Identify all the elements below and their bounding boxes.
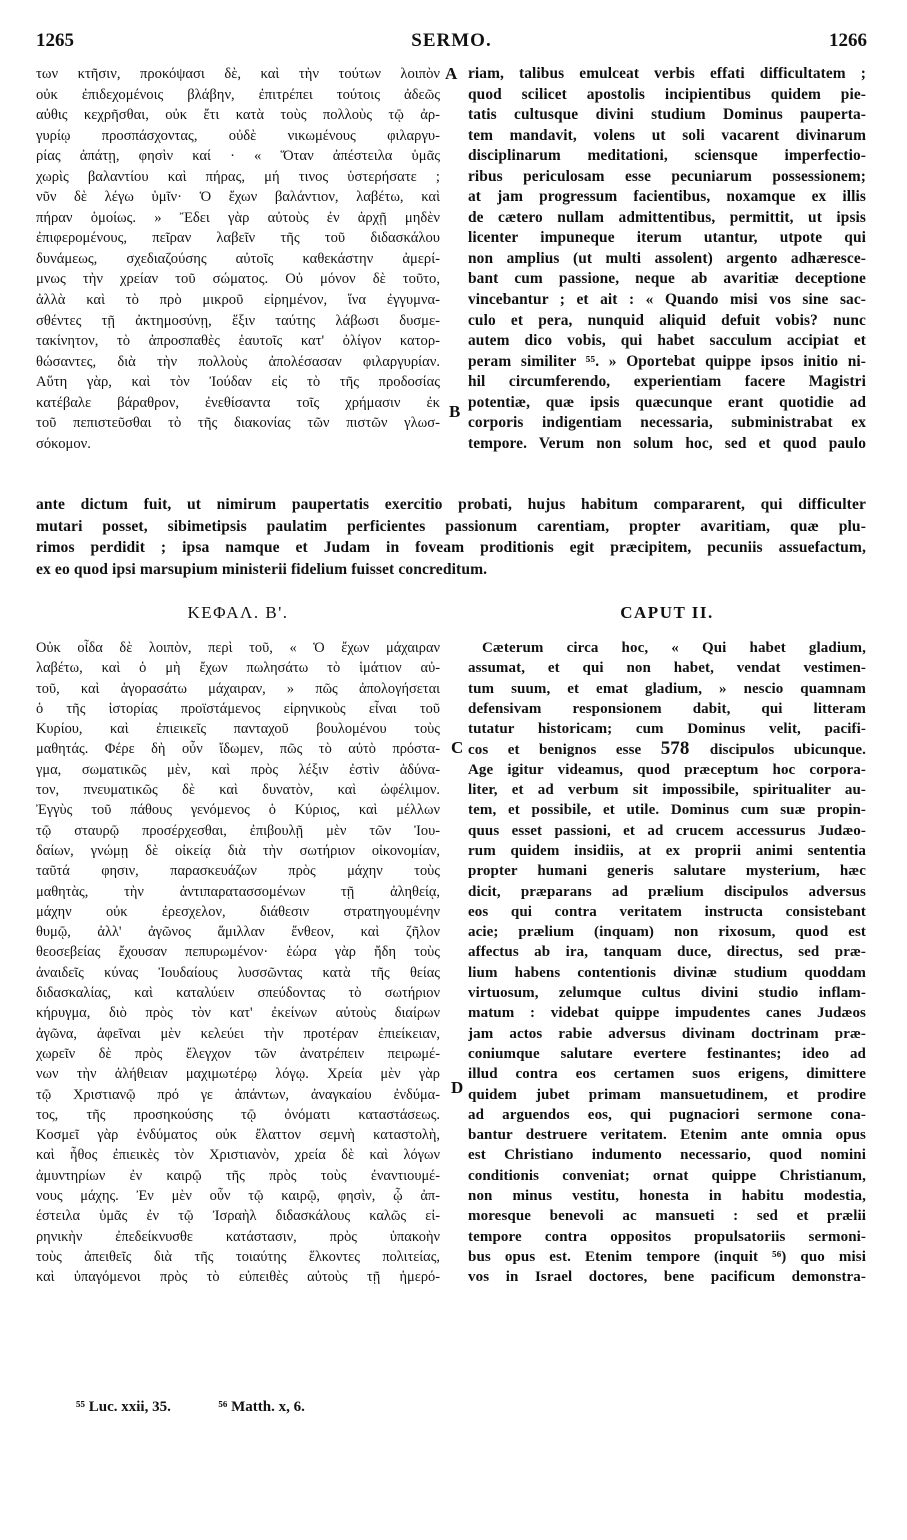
greek-column-top bbox=[36, 64, 440, 454]
text-line: vos in Israel doctores, bene pacificum demonstra- bbox=[468, 1269, 866, 1286]
text-line: conditionis conveniat; ornat quippe Christianum, bbox=[468, 1167, 866, 1184]
text-line: κατέβαλε βάραθρον, ἐνεθίσαντα τοῖς χρήμασιν ἐκ bbox=[36, 394, 440, 411]
right-page-number: 1266 bbox=[829, 30, 867, 51]
text-line: ρίας ἀπάτῃ, φησὶν καί · « Ὅταν ἀπέστειλα ὑμᾶς bbox=[36, 148, 440, 165]
text-line: μαθητὰς, τὴν ἀντιπαρατασσομένων τῇ ἀληθείᾳ, bbox=[36, 883, 440, 900]
text-line: acie; prælium (inquam) non rixosum, quod est bbox=[468, 924, 866, 941]
text-line: virtuosum, zelumque cultus divini studio inflam- bbox=[468, 985, 866, 1002]
text-line: χωρεῖν δὲ πρὸς ἔλεγχον τῶν ἀνατρέπειν πειρωμέ- bbox=[36, 1045, 440, 1062]
text-line bbox=[468, 739, 866, 759]
latin-column-bottom bbox=[468, 638, 866, 1288]
text-line: καὶ ἦθος ἐπιεικὲς τὸν Χριστιανὸν, χρεία δὲ καὶ λόγων bbox=[36, 1147, 440, 1164]
text-line: riam, talibus emulceat verbis effati difficultatem ; bbox=[468, 65, 866, 82]
text-line: τῷ Χριστιανῷ πρό γε ἁπάντων, ἀναγκαίου ἐνδύμα- bbox=[36, 1086, 440, 1103]
text-line: οὐκ ἐπιδεχομένοις βλάβην, ἐπιτρέπει τούτοις ἀδεῶς bbox=[36, 86, 440, 103]
text-line-part: discipulos ubicunque. bbox=[709, 742, 866, 759]
text-line: καὶ ὑπαγόμενοι πρὸς τὸ εὐπειθὲς αὐτοὺς τῇ ἡμερό- bbox=[36, 1269, 440, 1286]
text-line: potentiæ, quæ ipsis quæcunque erant quotidie ad bbox=[468, 393, 866, 411]
text-line: Ἐγγὺς τοῦ πάθους γενόμενος ὁ Κύριος, καὶ μέλλων bbox=[36, 802, 440, 819]
text-line: ὁ τῆς ἱστορίας προϊστάμενος εἰρηνικοὺς εἶναι τοῦ bbox=[36, 700, 440, 717]
text-line: διδασκαλίας, καὶ καταλύειν σπεύδοντας τὸ σωτήριον bbox=[36, 985, 440, 1002]
text-line: ἀλλὰ καὶ τὸ πρὸ μικροῦ εἰρημένον, ἵνα ἐγγυμνα- bbox=[36, 292, 440, 309]
text-line: των κτῆσιν, προκόψασι δὲ, καὶ τὴν τούτων λοιπὸν bbox=[36, 66, 440, 82]
text-line: Κοσμεῖ γὰρ ἐνδύματος οὐκ ἔλαττον σεμνὴ καταστολὴ, bbox=[36, 1127, 440, 1144]
text-line: moresque benevoli ac mansueti : sed et prælii bbox=[468, 1208, 866, 1225]
text-line: τος, τῆς προσηκούσης τῷ ὀνόματι καταστάσεως. bbox=[36, 1106, 440, 1123]
text-line: quus esset passioni, et ad crucem accessurus Judæo- bbox=[468, 822, 866, 839]
text-line: eos qui contra veritatem instructa consistebant bbox=[468, 903, 866, 920]
text-line: Cæterum circa hoc, « Qui habet gladium, bbox=[482, 640, 866, 656]
text-line: matum : videbat quippe impudentes canes Judæos bbox=[468, 1005, 866, 1022]
text-line: coniumque salutare evertere festinantes; ideo ad bbox=[468, 1045, 866, 1062]
text-line: Οὐκ οἶδα δὲ λοιπὸν, περὶ τοῦ, « Ὁ ἔχων μάχαιραν bbox=[36, 640, 440, 656]
footnote-55: ⁵⁵ Luc. xxii, 35. bbox=[76, 1399, 171, 1415]
text-line: τοὺς ἀπειθεῖς διὰ τῆς τοιαύτης ἕλκοντες πολιτείας, bbox=[36, 1248, 440, 1265]
text-line: έστειλα ὑμᾶς ἐν τῷ Ἰσραὴλ διδασκάλους καλῶς εἰ- bbox=[36, 1208, 440, 1225]
text-line: ad arguendos eos, qui pugnaciori sermone cona- bbox=[468, 1106, 866, 1123]
text-line: σόκομον. bbox=[36, 435, 91, 452]
text-line: rimos perdidit ; ipsa namque et Judam in foveam proditionis egit præcipitem, pecuniis assuefactum, bbox=[36, 539, 866, 556]
text-line: χωρὶς βαλαντίου καὶ πήρας, μή τινος ὑστερήσατε ; bbox=[36, 168, 440, 185]
latin-column-top bbox=[468, 64, 866, 454]
text-line: μάχην οὐκ ἐρεσχελον, διάθεσιν στρατηγουμένην bbox=[36, 903, 440, 920]
text-line: tempore contra oppositos propulsatoriis sermoni- bbox=[468, 1228, 866, 1245]
text-line: tutatur historicam; cum Dominus velit, pacifi- bbox=[468, 721, 866, 738]
text-line: at jam progressum facientibus, noxamque ex illis bbox=[468, 188, 866, 206]
text-line: Κυρίου, καὶ ἐπιεικεῖς πανταχοῦ βουλομένου τοὺς bbox=[36, 721, 440, 738]
text-line: τον, πνευματικῶς δὲ καὶ δυνατὸν, καὶ ὠφέλιμον. bbox=[36, 782, 440, 799]
text-line: bantur destruere veritatem. Etenim ante omnia opus bbox=[468, 1127, 866, 1144]
text-line: culo et pera, nunquid aliquid defuit vobis? nunc bbox=[468, 311, 866, 329]
text-line: Αὕτη γὰρ, καὶ τὸν Ἰούδαν εἰς τὸ τῆς προδοσίας bbox=[36, 374, 440, 391]
text-line: assumat, et qui non habet, vendat vestimen- bbox=[468, 660, 866, 677]
text-line: γμα, σωματικῶς μὲν, καὶ πρὸς λέξιν ἐστὶν ἀδύνα- bbox=[36, 761, 440, 778]
text-line: vincebantur ; et ait : « Quando misi vos sine sac- bbox=[468, 291, 866, 309]
text-line: bant cum passione, neque ab avaritiæ deceptione bbox=[468, 270, 866, 288]
text-line: propter humani generis salutare mysterium, hæc bbox=[468, 863, 866, 880]
text-line: Age igitur videamus, quod præceptum hoc corpora- bbox=[468, 761, 866, 778]
greek-chapter-heading: ΚΕΦΑΛ. Β'. bbox=[187, 603, 289, 622]
text-line: ρηνικὴν ἐπεδείκνυσθε κατάστασιν, πρὸς ὑπακοὴν bbox=[36, 1228, 440, 1245]
page-header bbox=[36, 30, 867, 60]
text-line: μαθητάς. Φέρε δὴ οὖν ἴδωμεν, πῶς τὸ αὐτὸ πρόστα- bbox=[36, 741, 440, 758]
text-line: πήραν ὁμοίως. » Ἔδει γὰρ αὐτοὺς ἐν ἀρχῇ μηδὲν bbox=[36, 209, 440, 226]
text-line: τοῦ πεπιστεῦσθαι τὸ τῆς διακονίας τῶν πιστῶν γλωσ- bbox=[36, 415, 440, 432]
text-line: tempore. Verum non solum hoc, sed et quod paulo bbox=[468, 434, 866, 452]
text-line: ribus periculosam esse pecuniarum possessionem; bbox=[468, 167, 866, 185]
text-line: δυνάμεως, σχεδιαζούσης αὐτοῖς καθεκάστην ἀμερί- bbox=[36, 250, 440, 267]
text-line: liter, et ad verbum sit impossibile, spiritualiter au- bbox=[468, 782, 866, 799]
text-line: quod scilicet apostolis incipientibus quidem pie- bbox=[468, 85, 866, 103]
full-width-paragraph bbox=[36, 494, 866, 580]
text-line: κήρυγμα, διὸ πρὸς τὸν κατ' ἐκείνων αὐτοὺς διαίρων bbox=[36, 1005, 440, 1022]
text-line: ταῦτά φησιν, παρασκευάζων πρὸς μάχην τοὺς bbox=[36, 863, 440, 880]
text-line: hil circumferendo, experientiam facere Magistri bbox=[468, 373, 866, 391]
text-line: quidem jubet primam mansuetudinem, et prodire bbox=[468, 1086, 866, 1103]
text-line: de cætero nullam admittentibus, permittit, ut ipsis bbox=[468, 208, 866, 226]
text-line: ἀμυντηρίων ἐν καιρῷ τῆς πρὸς τοὺς ἐναντιουμέ- bbox=[36, 1167, 440, 1184]
text-line: τακίνητον, τὸ ἀπροσπαθὲς ἑαυτοῖς κατ' ὀλίγον κατορ- bbox=[36, 333, 440, 350]
text-line: νων τὴν ἀλήθειαν μαχιμωτέρῳ λόγῳ. Χρεία μὲν γὰρ bbox=[36, 1066, 440, 1083]
text-line: ἀγῶνα, ἀφεῖναι μὲν κελεύει τὴν προτέραν ἐπιείκειαν, bbox=[36, 1025, 440, 1042]
text-line: lium habens contentionis divinæ studium quoddam bbox=[468, 964, 866, 981]
text-line: disciplinarum meditationi, sciensque imperfectio- bbox=[468, 147, 866, 165]
text-line: θυμῷ, ἀλλ' ἀγῶνος ἅμιλλαν ἔνθεον, καὶ ζῆλον bbox=[36, 924, 440, 941]
text-line: mutari posset, sibimetipsis paulatim perficientes passionum carentiam, propter avaritiam, quæ plu- bbox=[36, 517, 866, 535]
running-title: SERMO. bbox=[411, 30, 492, 51]
column-marker-b: B bbox=[449, 402, 461, 421]
text-line: licenter impuneque iterum utantur, utpote qui bbox=[468, 229, 866, 247]
text-line: affectus ab ira, tanquam duce, directus, sed præ- bbox=[468, 944, 866, 961]
text-line: rum quidem insidiis, at ex proprii animi sententia bbox=[468, 842, 866, 859]
footnotes bbox=[76, 1399, 305, 1416]
text-line: non minus vestitu, honesta in habitu modestia, bbox=[468, 1188, 866, 1205]
text-line: jam actos rabie adversus divinam doctrinam præ- bbox=[468, 1025, 866, 1042]
text-line: λαβέτω, καὶ ὁ μὴ ἔχων πωλησάτω τὸ ἱμάτιον αὐ- bbox=[36, 660, 440, 677]
text-line: non amplius (ut multi assolent) argento adhæresce- bbox=[468, 249, 866, 267]
column-number: 578 bbox=[660, 739, 710, 760]
text-line: corporis indigentiam necessaria, subministrabat ex bbox=[468, 414, 866, 432]
text-line: ἐπιφερομένους, πεῖραν λαβεῖν τῆς τοῦ διδασκάλου bbox=[36, 230, 440, 247]
text-line: δαίων, γνώμῃ δὲ οἰκείᾳ διὰ τὴν σωτήριον οἰκονομίαν, bbox=[36, 842, 440, 859]
column-marker-a: A bbox=[445, 64, 458, 83]
text-line: νους μάχης. Ἐν μὲν οὖν τῷ καιρῷ, φησὶν, ᾧ ἀπ- bbox=[36, 1188, 440, 1205]
greek-column-bottom bbox=[36, 638, 440, 1288]
column-marker-c: C bbox=[451, 738, 464, 757]
text-line: τοῦ, καὶ ἀγορασάτω μάχαιραν, » πῶς ἀπολογήσεται bbox=[36, 680, 440, 697]
text-line: θεοσεβείας ἔχουσαν πεπυρωμένον· ἑώρα γὰρ ἤδη τοὺς bbox=[36, 944, 440, 961]
text-line: τῷ σταυρῷ προσέρχεσθαι, ἐπιβουλῇ μὲν τῶν Ἰου- bbox=[36, 822, 440, 839]
text-line: tem, et possibile, et utile. Dominus cum suæ propin- bbox=[468, 802, 866, 819]
text-line: γυρίῳ προσπάσχοντας, οὐδὲ νικωμένους φιλαργυ- bbox=[36, 127, 440, 144]
text-line: tatis cultusque divini studium Dominus pauperta- bbox=[468, 106, 866, 124]
text-line-part: cos et benignos esse bbox=[468, 742, 642, 759]
text-line: νῦν δὲ λέγω ὑμῖν· Ὁ ἔχων βαλάντιον, λαβέτω, καὶ bbox=[36, 189, 440, 206]
latin-chapter-heading: CAPUT II. bbox=[620, 603, 714, 622]
text-line: autem dico vobis, qui habet sacculum accipiat et bbox=[468, 332, 866, 350]
text-line: tem mandavit, volens ut soli vacarent divinarum bbox=[468, 126, 866, 144]
text-line: tum suum, et emat gladium, » nescio quamnam bbox=[468, 680, 866, 697]
text-line: θώσαντες, διὰ τὴν πολλοὺς ἀπολέσασαν φιλαργυρίαν. bbox=[36, 353, 440, 370]
text-line: peram similiter ⁵⁵. » Oportebat quippe ipsos initio ni- bbox=[468, 352, 866, 370]
text-line: σθέντες τῇ ἀκτημοσύνῃ, ἕξιν ταύτης λάβωσι δυσμε- bbox=[36, 312, 440, 329]
footnote-56: ⁵⁶ Matth. x, 6. bbox=[218, 1399, 305, 1415]
text-line: illud contra eos certamen suos erigens, dimittere bbox=[468, 1066, 866, 1083]
text-line: defensivam responsionem dabit, qui litteram bbox=[468, 700, 866, 717]
left-page-number: 1265 bbox=[36, 30, 74, 51]
text-line: μνως τὴν χρείαν τοῦ σώματος. Οὐ μόνον δὲ τοῦτο, bbox=[36, 271, 440, 288]
text-line: ἀναιδεῖς κύνας Ἰουδαίους λυσσῶντας κατὰ τῆς θείας bbox=[36, 964, 440, 981]
text-line: αὐθις κεχρῆσθαι, οὐκ ἔτι κατὰ τοὺς πολλοὺς τῷ ἀρ- bbox=[36, 107, 440, 124]
text-line: est Christiano indumento necessario, quod nomini bbox=[468, 1147, 866, 1164]
text-line: ex eo quod ipsi marsupium ministerii fidelium fuisset concreditum. bbox=[36, 560, 488, 578]
text-line: ante dictum fuit, ut nimirum paupertatis exercitio probati, hujus habitum compararent, qui difficulter bbox=[36, 496, 866, 513]
text-line: bus opus est. Etenim tempore (inquit ⁵⁶) quo misi bbox=[468, 1248, 866, 1265]
column-marker-d: D bbox=[451, 1078, 464, 1097]
text-line: dicit, præparans ad prælium discipulos adversus bbox=[468, 883, 866, 900]
